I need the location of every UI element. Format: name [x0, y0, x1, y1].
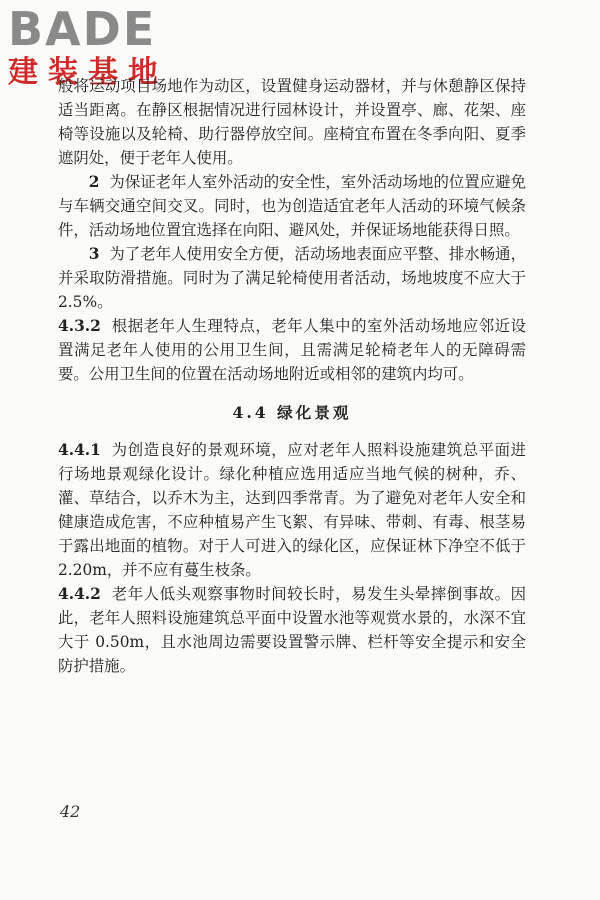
clause-4-4-2 — [58, 582, 526, 678]
clause-4-3-2 — [58, 314, 526, 386]
clause-text: 为创造良好的景观环境，应对老年人照料设施建筑总平面进行场地景观绿化设计。绿化种植应选用适应当地气候的树种，乔、灌、草结合，以乔木为主，达到四季常青。为了避免对老年人安全和健康造成危害，不应种植易产生飞絮、有异味、带刺、有毒、根茎易于露出地面的植物。对于人可进入的绿化区，应保证林下净空不低于 2.20m，并不应有蔓生枝条。 — [58, 441, 526, 579]
clause-number: 4.4.1 — [58, 441, 101, 459]
paragraph-continued: 般将运动项目场地作为动区，设置健身运动器材，并与休憩静区保持适当距离。在静区根据情况进行园林设计，并设置亭、廊、花架、座椅等设施以及轮椅、助行器停放空间。座椅宜布置在冬季向阳、夏季遮阴处，便于老年人使用。 — [58, 77, 526, 167]
logo-text-en: BADE — [8, 2, 157, 56]
clause-4-4-1 — [58, 438, 526, 582]
logo-text-cn: 建装基地 — [8, 55, 168, 90]
item-text: 为了老年人使用安全方便，活动场地表面应平整、排水畅通，并采取防滑措施。同时为了满足轮椅使用者活动，场地坡度不应大于 2.5%。 — [58, 245, 526, 311]
paragraph-item-2 — [58, 170, 526, 242]
paragraph-item-3 — [58, 242, 526, 314]
page-number: 42 — [60, 802, 81, 821]
item-text: 为保证老年人室外活动的安全性，室外活动场地的位置应避免与车辆交通空间交叉。同时，也为创造适宜老年人活动的环境气候条件，活动场地位置宜选择在向阳、避风处，并保证场地能获得日照。 — [58, 173, 526, 239]
clause-number: 4.4.2 — [58, 585, 101, 603]
section-title: 4.4 绿化景观 — [232, 403, 352, 422]
page-body — [58, 74, 526, 678]
clause-number: 4.3.2 — [58, 317, 101, 335]
clause-text: 根据老年人生理特点，老年人集中的室外活动场地应邻近设置满足老年人使用的公用卫生间，且需满足轮椅老年人的无障碍需要。公用卫生间的位置在活动场地附近或相邻的建筑内均可。 — [58, 317, 526, 383]
clause-text: 老年人低头观察事物时间较长时，易发生头晕摔倒事故。因此，老年人照料设施建筑总平面中设置水池等观赏水景的，水深不宜大于 0.50m，且水池周边需要设置警示牌、栏杆等安全提示和安全防护措施。 — [58, 585, 526, 675]
item-number: 3 — [88, 245, 100, 263]
item-number: 2 — [88, 173, 100, 191]
